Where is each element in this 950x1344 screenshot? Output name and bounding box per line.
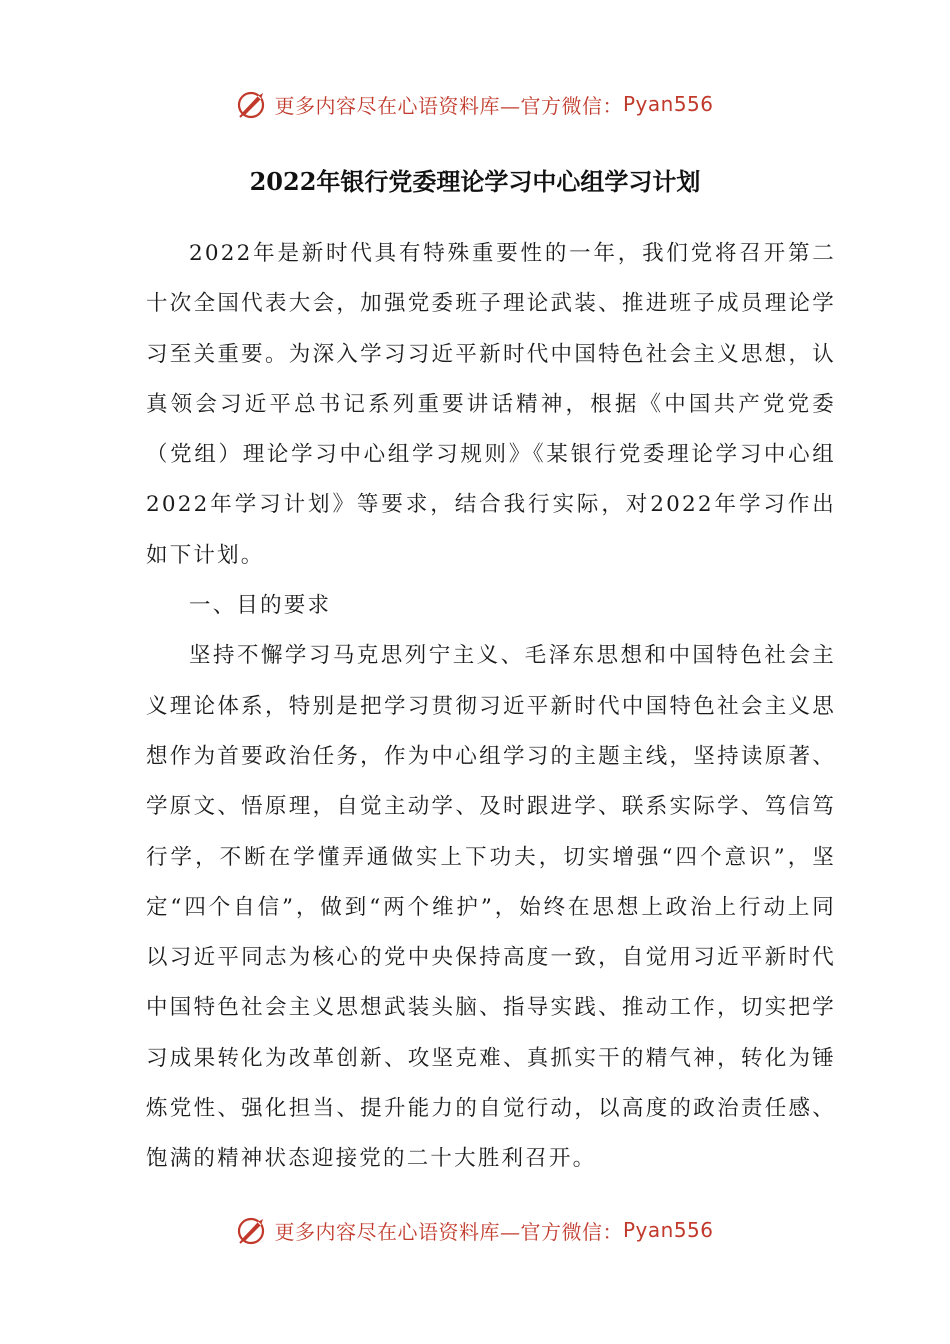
body-paragraph: 坚持不懈学习马克思列宁主义、毛泽东思想和中国特色社会主义理论体系，特别是把学习贯彻习近平新时代中国特色社会主义思想作为首要政治任务，作为中心组学习的主题主线，坚持读原著、学原文、悟原理，自觉主动学、及时跟进学、联系实际学、笃信笃行学，不断在学懂弄通做实上下功夫，切实增强“四个意识”，坚定“四个自信”，做到“两个维护”，始终在思想上政治上行动上同以习近平同志为核心的党中央保持高度一致，自觉用习近平新时代中国特色社会主义思想武装头脑、指导实践、推动工作，切实把学习成果转化为改革创新、攻坚克难、真抓实干的精气神，转化为锤炼党性、强化担当、提升能力的自觉行动，以高度的政治责任感、饱满的精神状态迎接党的二十大胜利召开。 bbox=[146, 643, 836, 1172]
document-body bbox=[146, 229, 836, 1185]
watermark-handle: Pyan556 bbox=[622, 1218, 714, 1242]
pen-nib-logo-icon bbox=[236, 1213, 270, 1247]
document-title: 2022年银行党委理论学习中心组学习计划 bbox=[249, 167, 701, 196]
watermark-text: 更多内容尽在心语资料库—官方微信： bbox=[274, 93, 623, 118]
footer-watermark bbox=[0, 1210, 950, 1250]
watermark-text: 更多内容尽在心语资料库—官方微信： bbox=[274, 1219, 623, 1244]
header-watermark bbox=[0, 84, 950, 124]
intro-paragraph: 2022年是新时代具有特殊重要性的一年，我们党将召开第二十次全国代表大会，加强党委班子理论武装、推进班子成员理论学习至关重要。为深入学习习近平新时代中国特色社会主义思想，认真领会习近平总书记系列重要讲话精神，根据《中国共产党党委（党组）理论学习中心组学习规则》《某银行党委理论学习中心组2022年学习计划》等要求，结合我行实际，对2022年学习作出如下计划。 bbox=[146, 241, 836, 568]
watermark-handle: Pyan556 bbox=[622, 92, 714, 116]
section-heading: 一、目的要求 bbox=[189, 593, 332, 619]
pen-nib-logo-icon bbox=[236, 87, 270, 121]
